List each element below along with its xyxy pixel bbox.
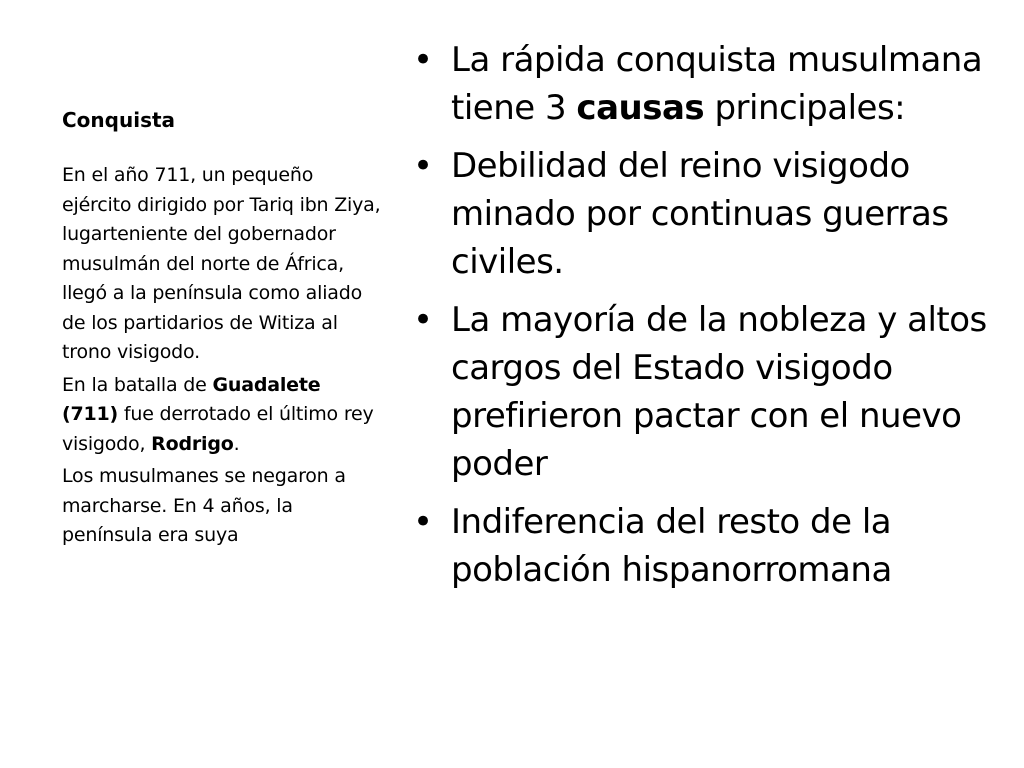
bullet-item [405,498,1005,594]
emphasis-text: Rodrigo [151,432,234,455]
text-segment: La mayoría de la nobleza y altos cargos del Estado visigodo prefirieron pactar con el nuevo poder [451,300,987,484]
bullet-text [451,502,892,590]
text-segment: fue derrotado el último rey visigodo, [62,403,374,455]
emphasis-text: causas [576,88,705,128]
text-segment: principales: [704,88,906,128]
bullet-item [405,296,1005,488]
text-segment: En el año 711, un pequeño ejército dirigido por Tariq ibn Ziya, lugarteniente del gobernador musulmán del norte de África, llegó a la península como aliado de los partidarios de Witiza al trono visigodo. [62,164,381,363]
bullet-text [451,300,987,484]
bullet-text [451,40,982,128]
section-title: Conquista [62,108,176,132]
body-paragraph [62,371,382,460]
text-segment: Debilidad del reino visigodo minado por continuas guerras civiles. [451,146,949,282]
text-segment: Indiferencia del resto de la población hispanorromana [451,502,892,590]
body-paragraph [62,161,382,368]
text-segment: Los musulmanes se negaron a marcharse. En 4 años, la península era suya [62,465,346,546]
bullet-text [451,146,949,282]
text-segment: En la batalla de [62,373,213,396]
bullet-dot-icon: • [413,502,433,542]
left-paragraphs [62,161,382,551]
bullet-dot-icon: • [413,300,433,340]
text-segment: . [233,432,240,455]
body-paragraph [62,462,382,551]
right-bullet-column [405,36,1005,604]
bullet-item [405,142,1005,286]
text-segment: La rápida conquista musulmana tiene 3 [451,40,983,128]
emphasis-text: Guadalete (711) [62,373,321,425]
left-text-column [62,107,382,554]
bullet-list [405,36,1005,594]
bullet-item [405,36,1005,132]
bullet-dot-icon: • [413,40,433,80]
bullet-dot-icon: • [413,146,433,186]
